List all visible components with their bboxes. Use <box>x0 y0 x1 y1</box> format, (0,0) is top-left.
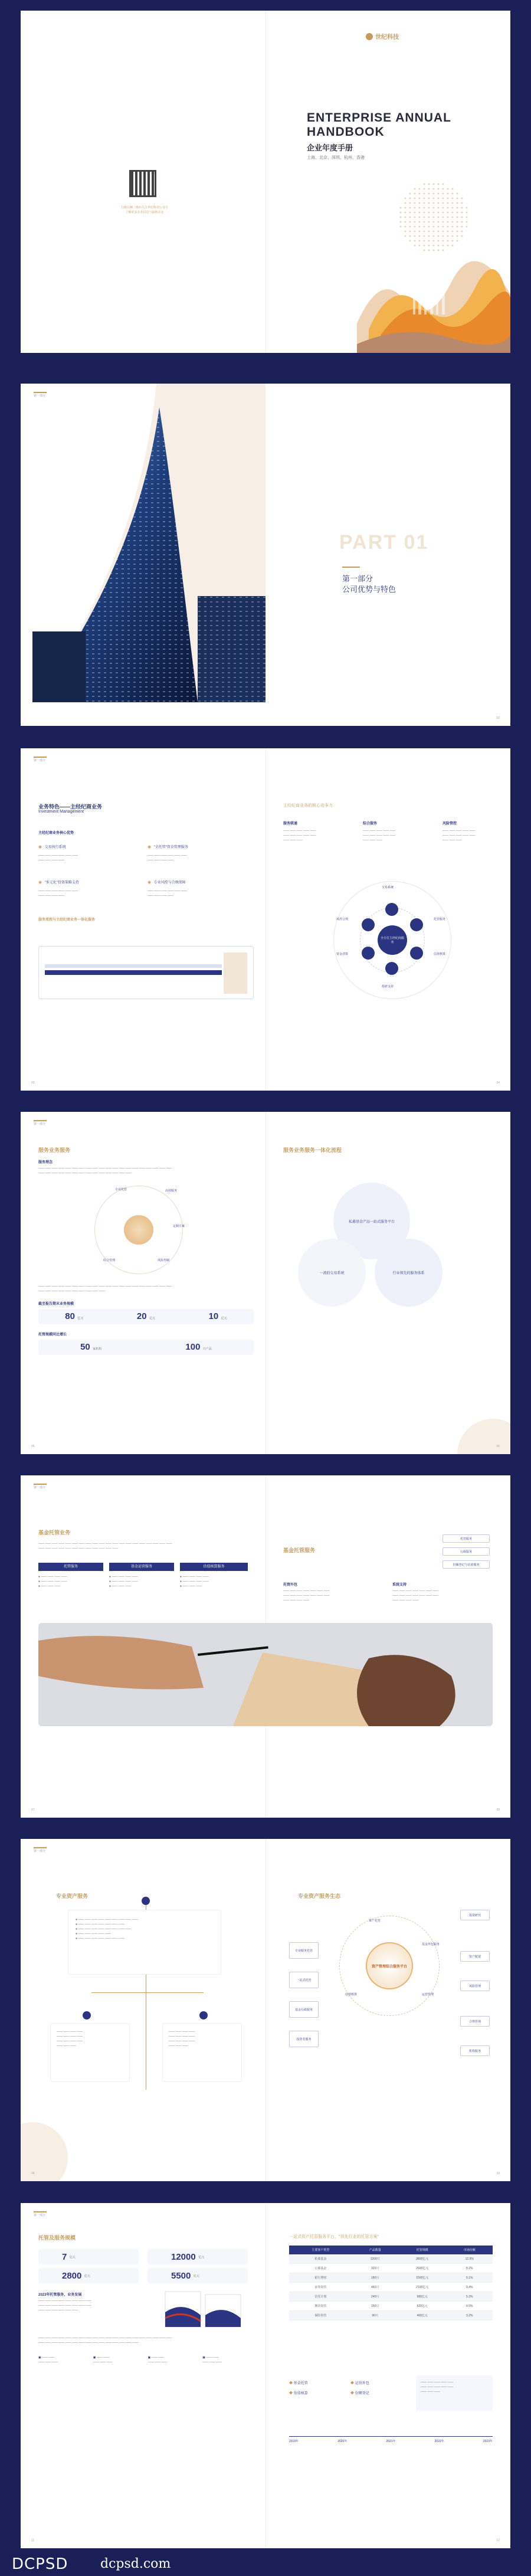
page-number: 11 <box>31 2539 35 2542</box>
pentagon-label: 定制方案 <box>173 1225 185 1228</box>
eco-left-node: 基金行政服务 <box>289 2001 319 2018</box>
eco-left-node: 一站式托管 <box>289 1972 319 1988</box>
page-number: 06 <box>496 1445 500 1448</box>
doc-icon: ▣ <box>148 2356 151 2359</box>
stat-item: 100 只产品 <box>185 1342 212 1352</box>
right-title: 主经纪商业务的核心竞争力 <box>283 804 333 808</box>
stat-card: 2800 亿元 <box>38 2268 139 2283</box>
timeline-year: 2020年 <box>337 2440 348 2443</box>
left-title: 服务业务服务 <box>38 1147 71 1153</box>
table-cell: 银行理财 <box>289 2273 352 2283</box>
timeline-line <box>289 2436 493 2437</box>
ring-label: 资金清算 <box>336 953 349 956</box>
eco-inner-node: 运营管理 <box>422 1993 434 1996</box>
right-tag: 份额登记与估值服务 <box>442 1560 490 1569</box>
card-text: —— —— —— —— —— —— —— —— —— —— —— —— —— —— —— —— —— —— —— —— —— —— <box>38 2299 91 2312</box>
table-cell: 2600亿元 <box>398 2264 447 2273</box>
left-title: 专业资产服务 <box>56 1893 88 1899</box>
left-sub: 服务理念 <box>38 1161 53 1164</box>
page-header: 第一部分 <box>34 1120 47 1126</box>
timeline-year: 2023年 <box>483 2440 493 2443</box>
icon-item: ▣ —— —— —— —— —— <box>148 2356 168 2364</box>
ring-label: 交易系统 <box>382 886 394 889</box>
table-cell: 620亿元 <box>398 2302 447 2311</box>
timeline <box>289 2439 493 2443</box>
page-number: 09 <box>31 2172 35 2175</box>
feature-label: 交易执行系统 <box>44 846 66 849</box>
page-number: 02 <box>496 716 500 720</box>
ring-label: 投研支持 <box>382 985 394 988</box>
left-sub: Investment Management <box>38 810 84 814</box>
right-col-1-title: 服务联通 <box>283 822 298 826</box>
card-title: 2023年托管服务，业务发展 <box>38 2293 82 2297</box>
page-number: 12 <box>496 2539 500 2542</box>
right-title: 服务业务服务一体化流程 <box>283 1147 342 1153</box>
table-cell: 1500亿元 <box>398 2273 447 2283</box>
stat-card: 12000 亿元 <box>148 2249 248 2264</box>
table-cell: 1200只 <box>352 2254 398 2264</box>
table-cell: 400亿元 <box>398 2311 447 2320</box>
ring-node <box>362 947 375 960</box>
feature-grid <box>38 840 251 905</box>
ring-label: 风控合规 <box>336 918 349 921</box>
table-cell: 信托计划 <box>289 2292 352 2302</box>
table-cell: 320只 <box>352 2264 398 2273</box>
gold-rule <box>342 567 360 568</box>
table-cell: 980亿元 <box>398 2292 447 2302</box>
stats-intro: —— —— —— —— —— —— —— —— —— —— —— —— —— —— —— —— —— —— —— —— —— —— —— —— —— —— —— —— —— —— <box>38 1285 172 1293</box>
service-spread <box>21 1112 510 1454</box>
custody-spread <box>21 1475 510 1818</box>
table-row <box>289 2264 493 2273</box>
timeline-year: 2021年 <box>386 2440 396 2443</box>
tag-text-3: ● —— —— —— —— ● —— —— —— —— ● —— —— —— <box>180 1575 209 1588</box>
brochure-image <box>159 2289 248 2330</box>
page-number: 07 <box>31 1808 35 1812</box>
stat-item: 20 亿元 <box>136 1311 156 1321</box>
stat-card: 5500 亿元 <box>148 2268 248 2283</box>
eco-left-node: 专业服务托管 <box>289 1942 319 1959</box>
process-side-block <box>224 953 247 994</box>
page-number: 03 <box>31 1081 35 1085</box>
timeline-year: 2019年 <box>289 2440 299 2443</box>
ring-node <box>410 918 423 931</box>
qr-caption-1: 扫描右侧二维码关注世纪科技公众号 <box>120 206 168 210</box>
center-label: 全方位主经纪商服务 <box>381 937 405 944</box>
table-cell: 150只 <box>352 2302 398 2311</box>
tree-box-top: ● —— —— —— —— —— —— —— —— —— ● —— —— —— —— —— —— —— ● —— —— —— —— —— —— —— —— ● —— —— —— —— —— ● —— —— —— —— —— —— —— <box>68 1910 221 1975</box>
feature-item: ◉ "多元化"投资策略支持 —— —— —— —— —— —— —— —— —— —— <box>38 881 79 898</box>
qr-code <box>129 170 156 197</box>
table-cell: 期货资管 <box>289 2302 352 2311</box>
right-title: 基金托管服务 <box>283 1547 316 1553</box>
table-cell: 私募基金 <box>289 2254 352 2264</box>
table-header: 产品数量 <box>352 2246 398 2254</box>
table-header-row <box>289 2246 493 2254</box>
watermark-right: dcpsd.com <box>100 2557 171 2571</box>
pentagon-label: 高效服务 <box>165 1189 178 1193</box>
handshake-photo <box>38 1623 493 1726</box>
table-cell: 9.4% <box>447 2283 493 2292</box>
table-cell: 6.1% <box>447 2273 493 2283</box>
table-cell: 180只 <box>352 2273 398 2283</box>
icon-item: ▣ —— —— —— —— —— <box>38 2356 58 2364</box>
business-spread <box>21 748 510 1091</box>
right-col2-title: 系统支持 <box>392 1583 407 1587</box>
right-col1-text: —— —— —— —— —— —— —— —— —— —— —— —— —— —— —— —— —— —— <box>283 1589 330 1602</box>
pentagon-label: 专业托管 <box>115 1188 127 1192</box>
right-tag: 托管服务 <box>442 1534 490 1543</box>
right-col-2-title: 综合服务 <box>363 822 378 826</box>
logo-icon <box>366 33 373 40</box>
right-tag: 行政服务 <box>442 1547 490 1556</box>
cover-title-en-2: HANDBOOK <box>307 125 385 139</box>
brand-logo <box>366 32 399 41</box>
stat-item: 80 亿元 <box>65 1311 84 1321</box>
stat-item: 50 家机构 <box>80 1342 102 1352</box>
service-item: ◆ 估值核算 <box>289 2392 308 2395</box>
eco-inner-node: 基金外包服务 <box>422 1943 440 1946</box>
venn-label: 一流的交易系统 <box>319 1272 345 1275</box>
eco-inner-node: 估值核算 <box>345 1993 358 1996</box>
left-intro: —— —— —— —— —— —— —— —— —— —— —— —— —— —— —— —— —— —— —— —— —— —— —— —— —— —— —— —— —— —— —— —— —— —— <box>38 1167 172 1175</box>
table-cell: 12.5% <box>447 2254 493 2264</box>
icon-item: ▣ —— —— —— —— —— <box>202 2356 222 2364</box>
eco-center-label: 资产管理综合服务平台 <box>372 1965 408 1969</box>
page-number: 10 <box>496 2172 500 2175</box>
doc-icon: ▣ <box>38 2356 41 2359</box>
ring-node <box>385 903 398 916</box>
part-title-2: 公司优势与特色 <box>342 585 396 594</box>
cover-spread <box>21 11 510 353</box>
feature-icon: ◉ <box>148 881 152 885</box>
page-header: 第一部分 <box>34 2211 47 2217</box>
page-header: 第一部分 <box>34 1847 47 1853</box>
feature-label: 专业风控与合规保障 <box>153 881 186 885</box>
left-title: 业务特色——主经纪商业务 <box>38 804 103 810</box>
eco-right-node: 合规咨询 <box>460 2016 490 2027</box>
table-cell: 240只 <box>352 2292 398 2302</box>
ring-node <box>410 947 423 960</box>
stats2-title: 托管规模同比增长 <box>38 1333 67 1337</box>
doc-icon: ▣ <box>202 2356 205 2359</box>
tag-3: 估值核算服务 <box>180 1563 248 1571</box>
asset-spread <box>21 1839 510 2181</box>
deco-circle <box>457 1419 510 1454</box>
scale-spread <box>21 2203 510 2548</box>
tag-text-2: ● —— —— —— —— ● —— —— —— —— ● —— —— —— <box>109 1575 138 1588</box>
cover-cities: 上海、北京、深圳、杭州、香港 <box>307 156 365 160</box>
doc-icon: ▣ <box>93 2356 96 2359</box>
table-cell: 8.2% <box>447 2264 493 2273</box>
venn-label: 行业领先的服务体系 <box>392 1272 425 1275</box>
icon-grid <box>38 2355 254 2365</box>
right-title: 一站式资产托管服务平台，"领先行业的托管方案" <box>289 2235 379 2239</box>
table-row <box>289 2292 493 2302</box>
process-title: 服务流程与主经纪商业务一体化服务 <box>38 918 96 922</box>
ring-node <box>362 918 375 931</box>
eco-right-node: 投资研究 <box>460 1910 490 1920</box>
tree-box-right: —— —— —— —— —— —— —— —— —— —— —— —— —— —— —— <box>162 2023 242 2082</box>
table-cell: 2100亿元 <box>398 2283 447 2292</box>
tag-text-1: ● —— —— —— —— ● —— —— —— —— ● —— —— —— <box>38 1575 67 1588</box>
client-table <box>289 2246 493 2320</box>
right-col2-text: —— —— —— —— —— —— —— —— —— —— —— —— —— —— —— —— —— —— <box>392 1589 439 1602</box>
stats-row <box>38 1309 254 1324</box>
process-diagram <box>38 946 254 999</box>
page-header: 第一部分 <box>34 757 47 762</box>
cover-wave-art <box>357 235 510 353</box>
table-cell: 460只 <box>352 2283 398 2292</box>
node-icon <box>199 2011 208 2019</box>
service-icon: ◆ <box>289 2382 293 2385</box>
left-heading: 主经纪商业务核心优势 <box>38 832 74 835</box>
table-row <box>289 2273 493 2283</box>
table-header: 主要客户类型 <box>289 2246 352 2254</box>
brand-name: 世纪科技 <box>375 34 399 41</box>
feature-icon: ◉ <box>38 881 42 885</box>
deco-circle <box>21 2122 68 2181</box>
feature-item: ◉ 专业风控与合规保障 —— —— —— —— —— —— —— —— —— —— <box>148 881 187 898</box>
eco-left-node: 投资者服务 <box>289 2031 319 2047</box>
process-bar <box>45 970 222 975</box>
service-item: ◆ 基金托管 <box>289 2382 308 2385</box>
table-row <box>289 2254 493 2264</box>
watermark-left: DCPSD <box>12 2555 68 2573</box>
service-grid <box>289 2380 407 2395</box>
timeline-year: 2022年 <box>434 2440 444 2443</box>
right-col-1-text: —— —— —— —— —— —— —— —— —— —— —— —— —— <box>283 829 316 842</box>
eco-right-node: 机构服务 <box>460 2045 490 2056</box>
venn-label: 私募基金产品一站式服务平台 <box>348 1220 395 1224</box>
body-text: —— —— —— —— —— —— —— —— —— —— —— —— —— —— —— —— —— —— —— —— —— —— —— —— —— —— —— —— —— —— —— —— —— —— —— <box>38 2336 172 2345</box>
pentagon-label: 风险控制 <box>158 1259 170 1262</box>
part-label: PART 01 <box>339 531 429 554</box>
skyscraper-photo <box>21 384 266 726</box>
feature-icon: ◉ <box>38 845 42 849</box>
cover-title-cn: 企业年度手册 <box>307 143 353 152</box>
right-col-3-title: 风险管控 <box>442 822 457 826</box>
feature-label: "全托管"资金管理服务 <box>153 846 188 849</box>
service-icon: ◆ <box>350 2392 355 2395</box>
page-number: 04 <box>496 1081 500 1085</box>
node-icon <box>142 1897 150 1905</box>
table-header: 市场份额 <box>447 2246 493 2254</box>
ring-label: 托管服务 <box>434 918 446 921</box>
table-cell: 保险资管 <box>289 2311 352 2320</box>
tag-2: 基金运营服务 <box>109 1563 174 1571</box>
part1-spread <box>21 384 510 726</box>
service-item: ◆ 运营外包 <box>350 2382 369 2385</box>
table-cell: 公募基金 <box>289 2264 352 2273</box>
eco-center <box>366 1942 413 1989</box>
table-cell: 3800亿元 <box>398 2254 447 2264</box>
feature-label: "多元化"投资策略支持 <box>44 881 79 885</box>
qr-caption-2: 了解更多企业信息与最新动态 <box>125 211 164 214</box>
left-title: 托管及服务规模 <box>38 2235 76 2241</box>
part-title-1: 第一部分 <box>342 574 373 583</box>
service-item: ◆ 份额登记 <box>350 2392 369 2395</box>
eco-right-node: 资产配置 <box>460 1951 490 1962</box>
cover-title-en-1: ENTERPRISE ANNUAL <box>307 111 451 125</box>
table-cell: 3.2% <box>447 2311 493 2320</box>
venn-circle-right <box>375 1239 442 1307</box>
service-note: —— —— —— —— —— —— —— —— —— —— —— —— —— <box>416 2375 493 2411</box>
page-number: 08 <box>496 1808 500 1812</box>
center-hub <box>378 925 407 955</box>
venn-circle-left <box>298 1239 366 1307</box>
right-col-2-text: —— —— —— —— —— —— —— —— —— —— —— —— —— <box>363 829 396 842</box>
feature-item: ◉ "全托管"资金管理服务 —— —— —— —— —— —— —— —— —— —— <box>148 845 188 862</box>
node-icon <box>83 2011 91 2019</box>
page-number: 05 <box>31 1445 35 1448</box>
service-icon: ◆ <box>350 2382 355 2385</box>
tree-line-h <box>91 1992 204 1993</box>
ring-node <box>385 962 398 975</box>
eco-inner-node: 资产托管 <box>369 1919 381 1923</box>
right-col1-title: 托管外包 <box>283 1583 298 1587</box>
left-title: 基金托管业务 <box>38 1530 71 1536</box>
stat-item: 10 亿元 <box>208 1311 227 1321</box>
table-row <box>289 2311 493 2320</box>
pentagon-center <box>124 1215 153 1245</box>
table-header: 托管规模 <box>398 2246 447 2254</box>
feature-icon: ◉ <box>148 845 152 849</box>
table-row <box>289 2302 493 2311</box>
feature-item: ◉ 交易执行系统 —— —— —— —— —— —— —— —— —— —— <box>38 845 78 862</box>
pentagon-label: 综合管理 <box>103 1259 116 1262</box>
tag-1: 托管服务 <box>38 1563 103 1571</box>
left-intro: —— —— —— —— —— —— —— —— —— —— —— —— —— —— —— —— —— —— —— —— —— —— —— —— —— —— —— —— —— —— —— —— <box>38 1542 172 1550</box>
table-row <box>289 2283 493 2292</box>
right-title: 专业资产服务生态 <box>298 1893 341 1899</box>
table-cell: 90只 <box>352 2311 398 2320</box>
service-icon: ◆ <box>289 2392 293 2395</box>
eco-right-node: 风险管理 <box>460 1981 490 1991</box>
process-bar-light <box>45 964 222 968</box>
stat-card: 7 亿元 <box>38 2249 139 2264</box>
stats-title: 截至报告期末业务规模 <box>38 1302 74 1306</box>
table-cell: 证券资管 <box>289 2283 352 2292</box>
page-header: 第一部分 <box>34 392 47 398</box>
table-cell: 5.3% <box>447 2292 493 2302</box>
right-col-3-text: —— —— —— —— —— —— —— —— —— —— —— —— —— <box>442 829 476 842</box>
tree-box-left: —— —— —— —— —— —— —— —— —— —— —— —— —— —— —— <box>50 2023 130 2082</box>
page-header: 第一部分 <box>34 1484 47 1490</box>
ring-label: 估值核算 <box>434 953 446 956</box>
table-cell: 4.0% <box>447 2302 493 2311</box>
stats2-row <box>38 1340 254 1355</box>
icon-item: ▣ —— —— —— —— —— <box>93 2356 113 2364</box>
